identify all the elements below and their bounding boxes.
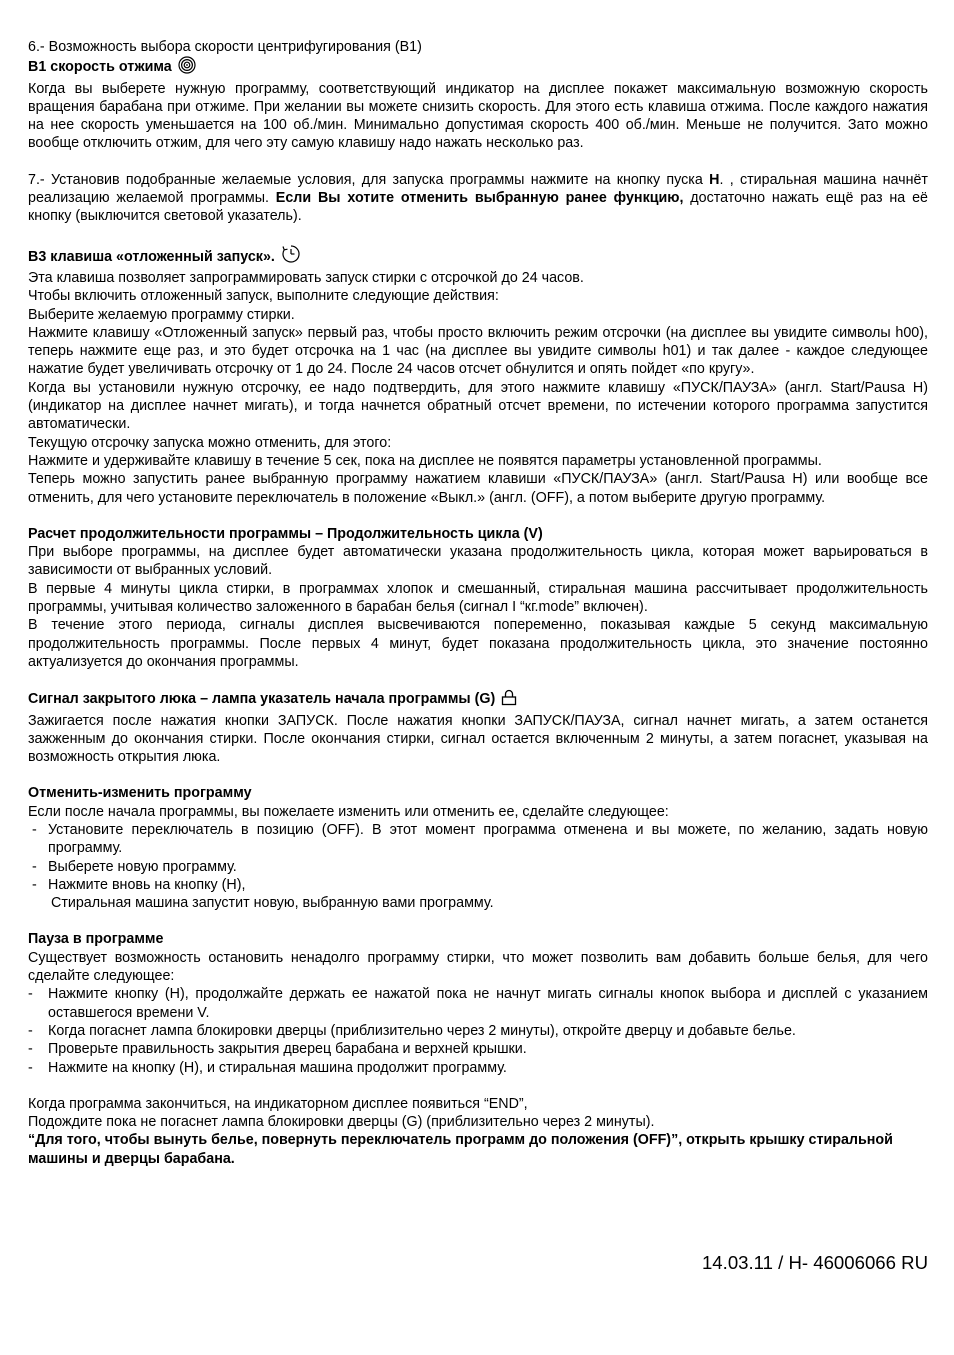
- duration-line: При выборе программы, на дисплее будет автоматически указана продолжительность цикла, которая может варьироваться в зависимости от выбранных условий.: [28, 544, 928, 579]
- b3-line: Теперь можно запустить ранее выбранную программу нажатием клавиши «ПУСК/ПАУЗА» (англ. Start/Pausa H) или вообще все отменить, для чего установите переключатель в положение «Выкл.» (англ. (OFF), а потом выберите другую программу.: [28, 471, 928, 506]
- cancel-intro: Если после начала программы, вы пожелаете изменить или отменить ее, сделайте следующее:: [28, 803, 669, 820]
- cancel-after: Стиральная машина запустит новую, выбранную вами программу.: [51, 895, 494, 912]
- list-item-text: Проверьте правильность закрытия дверец барабана и верхней крышки.: [48, 1041, 527, 1058]
- section-7-part-2: . , стиральная машина начнёт реализацию желаемой программы.: [28, 171, 928, 207]
- pause-intro: Существует возможность остановить ненадолго программу стирки, что может позволить вам добавить больше белья, для чего сделайте следующее:: [28, 949, 928, 985]
- list-dash: -: [28, 986, 33, 1003]
- end-line-2: Подождите пока не погаснет лампа блокировки дверцы (G) (приблизительно через 2 минуты).: [28, 1114, 655, 1131]
- end-bold-instruction: “Для того, чтобы вынуть белье, повернуть переключатель программ до положения (OFF)”, открыть крышку стиральной машины и дверцы барабана.: [28, 1132, 893, 1167]
- duration-line: В течение этого периода, сигналы дисплея высвечиваются попеременно, показывая каждые 5 секунд максимальную продолжительность программы. После первых 4 минут, будет показана продолжительность цикла, это значение постоянно актуализуется до окончания программы.: [28, 617, 928, 670]
- duration-line: В первые 4 минуты цикла стирки, в программах хлопок и смешанный, стиральная машина рассчитывает продолжительность программы, учитывая количество заложенного в барабан белья (сигнал I “кг.mode” включен).: [28, 580, 928, 616]
- door-heading: [28, 689, 928, 711]
- list-item-text: Когда погаснет лампа блокировки дверцы (приблизительно через 2 минуты), откройте дверцу и добавьте белье.: [48, 1022, 796, 1039]
- b3-line: Нажмите клавишу «Отложенный запуск» первый раз, чтобы просто включить режим отсрочки (на дисплее вы увидите символы h00), теперь нажмите еще раз, и это будет отсрочка на 1 час (на дисплее вы увидите символы h01) и так далее - каждое следующее нажатие будет увеличивать отсрочку от 1 до 24. После 24 часов отсчет обнулится и опять пойдет «по кругу».: [28, 324, 928, 378]
- door-heading-text: Сигнал закрытого люка – лампа указатель начала программы (G): [28, 691, 496, 708]
- b1-heading-text: B1 скорость отжима: [28, 59, 172, 76]
- list-item-text: Нажмите кнопку (H), продолжайте держать ее нажатой пока не начнут мигать сигналы кнопок выбора и дисплей с указанием оставшегося времени V.: [48, 986, 928, 1021]
- list-item: [28, 858, 928, 876]
- list-item: [28, 1022, 928, 1040]
- list-item-text: Выберете новую программу.: [48, 858, 237, 875]
- list-dash: -: [28, 821, 37, 838]
- section-7-bold: Если Вы хотите отменить выбранную ранее функцию,: [275, 190, 684, 207]
- list-item-text: Установите переключатель в позицию (OFF). В этот момент программа отменена и вы можете, по желанию, задать новую программу.: [48, 821, 928, 857]
- list-dash: -: [28, 1041, 33, 1058]
- b3-line: Текущую отсрочку запуска можно отменить, для этого:: [28, 434, 392, 451]
- delay-start-icon: [281, 244, 301, 269]
- cancel-heading: Отменить-изменить программу: [28, 785, 252, 802]
- b1-heading: [28, 56, 928, 79]
- section-7-part-3: достаточно нажать ещё раз на её кнопку (выключится световой указатель).: [28, 190, 928, 225]
- list-dash: -: [28, 876, 37, 893]
- list-item-text: Нажмите на кнопку (H), и стиральная машина продолжит программу.: [48, 1059, 507, 1076]
- duration-heading: Расчет продолжительности программы – Продолжительность цикла (V): [28, 525, 543, 542]
- section-6-title: 6.- Возможность выбора скорости центрифугирования (B1): [28, 39, 422, 55]
- spin-speed-icon: [178, 56, 196, 79]
- pause-heading: Пауза в программе: [28, 931, 164, 948]
- document-page: [28, 38, 928, 1168]
- section-7-part-1: 7.- Установив подобранные желаемые условия, для запуска программы нажмите на кнопку пуска: [28, 171, 710, 188]
- list-item: [28, 985, 928, 1022]
- b3-line: Чтобы включить отложенный запуск, выполните следующие действия:: [28, 288, 499, 305]
- door-lock-icon: [501, 689, 517, 711]
- list-dash: -: [28, 1022, 33, 1039]
- end-line-1: Когда программа закончиться, на индикаторном дисплее появиться “END”,: [28, 1095, 528, 1112]
- document-footer-code: 14.03.11 / H- 46006066 RU: [701, 1252, 928, 1273]
- list-item: [28, 821, 928, 858]
- list-item-text: Нажмите вновь на кнопку (H),: [48, 876, 246, 893]
- start-key-label: H: [709, 171, 720, 188]
- b3-line: Выберите желаемую программу стирки.: [28, 306, 295, 323]
- list-item: [28, 1059, 928, 1077]
- door-text: Зажигается после нажатия кнопки ЗАПУСК. После нажатия кнопки ЗАПУСК/ПАУЗА, сигнал начнет мигать, а затем останется зажженным до окончания стирки. После окончания стирки, сигнал остается включенным 2 минуты, а затем погаснет, указывая на возможность открытия люка.: [28, 712, 928, 766]
- list-item: [28, 1040, 928, 1058]
- section-7-text: [28, 171, 928, 226]
- b3-line: Эта клавиша позволяет запрограммировать запуск стирки с отсрочкой до 24 часов.: [28, 269, 584, 286]
- b3-heading-text: B3 клавиша «отложенный запуск».: [28, 248, 275, 265]
- list-item: [28, 876, 928, 894]
- list-dash: -: [28, 1059, 33, 1076]
- b3-line: Нажмите и удерживайте клавишу в течение 5 сек, пока на дисплее не появятся параметры установленной программы.: [28, 452, 822, 469]
- b3-line: Когда вы установили нужную отсрочку, ее надо подтвердить, для этого нажмите клавишу «ПУСК/ПАУЗА» (англ. Start/Pausa H) (индикатор на дисплее начнет мигать), и тогда начнется обратный отсчет времени, по истечении которого программа запустится автоматически.: [28, 379, 928, 433]
- list-dash: -: [28, 858, 37, 875]
- b1-text: Когда вы выберете нужную программу, соответствующий индикатор на дисплее покажет максимальную возможную скорость вращения барабана при отжиме. При желании вы можете снизить скорость. Для этого есть клавиша отжима. После каждого нажатия на нее скорость уменьшается на 100 об./мин. Минимально допустимая скорость 400 об./мин. Меньше не получится. Зато можно вообще отключить отжим, для чего эту самую клавишу надо нажать несколько раз.: [28, 80, 928, 152]
- b3-heading: [28, 244, 928, 269]
